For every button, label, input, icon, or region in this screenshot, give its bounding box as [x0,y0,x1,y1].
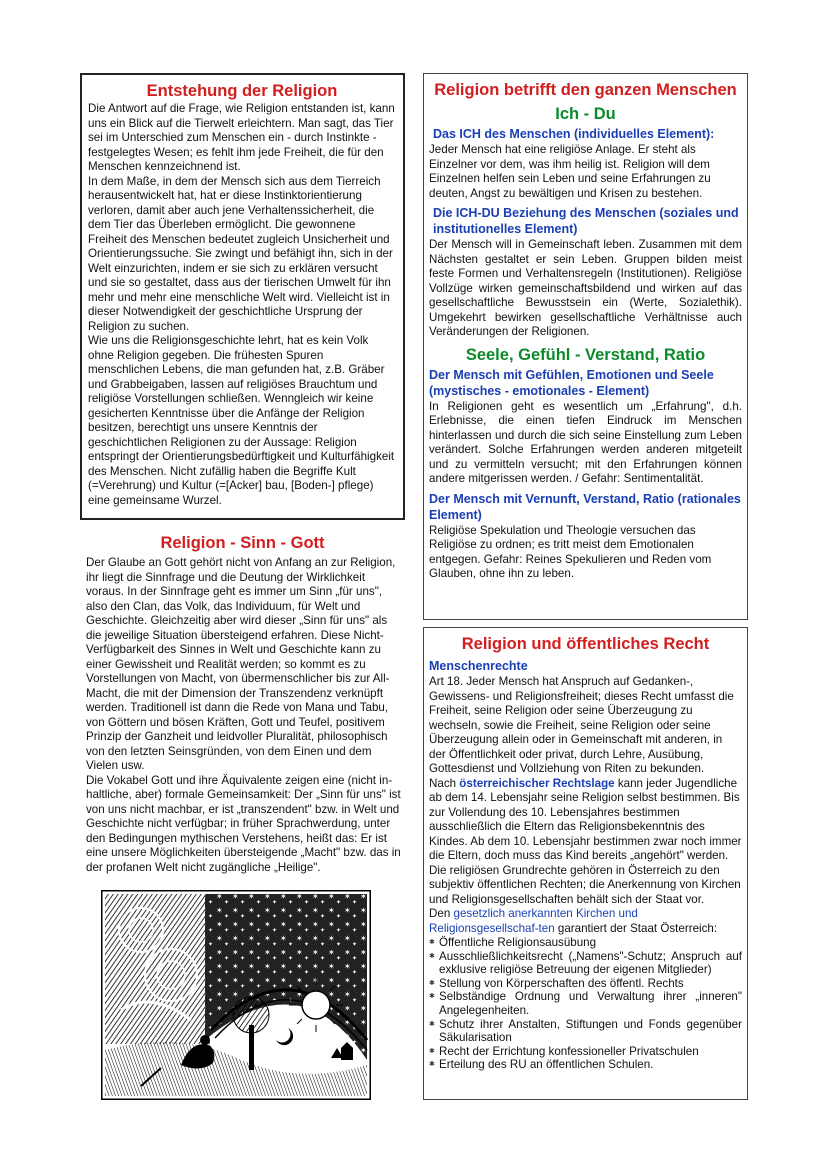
text-gefuehle: In Religionen geht es wesentlich um „Erfahrung", d.h. Erlebnisse, die einen tiefen Eindruck im Menschen hinterlassen und durch die sich seine Einstellung zum Leben verändert. Solche Erfahrungen werden anderen mitgeteilt und zu vermitteln versucht; mit den Erfahrungen können andere mitgerissen werden. / Gefahr: Sentimentalität. [429,399,742,485]
text-religion-sinn-gott [80,556,405,875]
box-ganzer-mensch [423,73,748,620]
list-item: ✱ Ausschließlichkeitsrecht („Namens"-Schutz; Anspruch auf exklusive religiöse Betreuung der eigenen Mitglieder) [429,950,742,977]
text-ich-du: Der Mensch will in Gemeinschaft leben. Zusammen mit dem Nächsten gestaltet er sein Leben. Gruppen bilden meist feste Formen und Verhaltensregeln (Institutionen). Religiöse Vollzüge wirken gemeinschaftsbildend und wirken auf das gesellschaftliche Bewusstsein ein (Werte, Sozialethik). Umgekehrt bewirken gesellschaftliche Verhältnisse auch Veränderungen der Religionen. [429,238,742,338]
section-religion-sinn-gott [80,533,405,875]
text-fragment: Nach [429,776,460,790]
paragraph: Die Vokabel Gott und ihre Äquivalente zeigen eine (nicht in-haltliche, aber) formale Gemeinsamkeit: Der „Sinn für uns" ist von uns nicht machbar, er ist „transzendent" bzw. in Welt und Geschichte nicht verfügbar; in früher Sprachwerdung, unter den Bedingungen mythischen Verstehens, heißt das: Er ist eine unsere Möglichkeiten übersteigende „Macht" bzw. das in der profanen Welt nicht zugängliche „Heilige". [86,773,401,874]
box-oeffentliches-recht [423,627,748,1100]
text-fragment: kann jeder Jugendliche ab dem 14. Lebensjahr seine Religion selbst bestimmen. Bis zur Vollendung des 10. Lebensjahres bestimmen ausschließlich die Eltern das Religionsbekenntnis des Kindes. Ab dem 10. Lebensjahr bestimmen zwar noch immer die Eltern, doch muss das Kind bereits „angehört" werden. [429,776,742,862]
list-item: ✱ Selbständige Ordnung und Verwaltung ihrer „inneren" Angelegenheiten. [429,990,742,1017]
link-anerkannte-kirchen[interactable]: gesetzlich anerkannten Kirchen und Religionsgesellschaf-ten [429,907,638,935]
title-oeffentliches-recht: Religion und öffentliches Recht [461,635,710,653]
paragraph: Die Antwort auf die Frage, wie Religion entstanden ist, kann uns ein Blick auf die Tierwelt erleichtern. Man sagt, das Tier sei im Unterschied zum Menschen ein - durch Instinkte - festgelegtes Wesen; es fehlt ihm jede Freiheit, die für den Menschen kennzeichnend ist. [88,102,395,173]
heading-ich: Das ICH des Menschen (individuelles Element): [433,127,715,141]
heading-gefuehle: Der Mensch mit Gefühlen, Emotionen und Seele (mystisches - emotionales - Element) [429,367,714,398]
link-rechtslage[interactable]: österreichischer Rechtslage [459,776,615,790]
flammarion-engraving [101,890,371,1100]
text-fragment: garantiert der Staat Österreich: [554,921,718,935]
box-entstehung [80,73,405,520]
title-ganzer-mensch: Religion betrifft den ganzen Menschen [434,81,737,99]
paragraph: Wie uns die Religionsgeschichte lehrt, hat es kein Volk ohne Religion gegeben. Die frühesten Spuren menschlichen Lebens, die man gefunden hat, z.B. Gräber und Grabbeigaben, lassen auf religiöses Brauchtum und religiöse Vorstellungen schließen. Wenngleich wir keine gesicherten Kenntnisse über die Anfänge der Religion besitzen, berechtigt uns unsere Kenntnis der geschichtlichen Religionen zu der Aussage: Religion entspringt der Orientierungsbedürftigkeit und Kulturfähigkeit des Menschen. Nicht zufällig haben die Begriffe Kult (=Verehrung) und Kultur (=[Acker] bau, [Boden-] pflege) eine gemeinsame Wurzel. [88,334,395,507]
text-ich: Jeder Mensch hat eine religiöse Anlage. Er steht als Einzelner vor dem, was ihm heilig ist. Religion will dem Einzelnen helfen sein Leben und seine Erfahrungen zu deuten, Angst zu bewältigen und Krisen zu bestehen. [429,143,711,200]
list-item: ✱ Erteilung des RU an öffentlichen Schulen. [429,1058,742,1072]
paragraph: In dem Maße, in dem der Mensch sich aus dem Tierreich herausentwickelt hat, hat er diese Instinktorientierung verloren, damit aber auch jene Verhaltenssicherheit, die dem Tier das Überleben ermöglicht. Die gewonnene Freiheit des Menschen bedeutet zugleich Unsicherheit und Orientierungssuche. Sie zwingt und befähigt ihn, sich in der Welt einzurichten, indem er sie sich zu erklären versucht und sie so gestaltet, dass aus der tierischen Umwelt für ihn mehr und mehr eine menschliche Welt wird. Vielleicht ist in dieser Notwendigkeit der geschichtliche Ursprung der Religion zu suchen. [88,174,393,333]
heading-menschenrechte: Menschenrechte [429,659,528,673]
paragraph: Der Glaube an Gott gehört nicht von Anfang an zur Religion, ihr liegt die Sinnfrage und die Deutung der Wirklichkeit voraus. In der Sinnfrage geht es immer um Sinn „für uns", also den Clan, das Volk, das Individuum, für Welt und Geschichte. Gleichzeitig aber wird dieser „Sinn für uns" als die jeweilige Situation übersteigend erfahren. Diese Nicht-Verfügbarkeit des Sinnes in Welt und Geschichte kann zu einer Gewissheit und Realität werden; so kommt es zu Vorstellungen von Macht, von übermenschlicher bis zur All-Macht, die mit der Dimension der Transzendenz verknüpft werden. Traditionell ist dann die Rede von Mana und Tabu, von Göttern und bösen Kräften, Gott und Teufel, positivem Prinzip der Ganzheit und leidvoller Pluralität, philosophisch von den letzten Seinsgründen, von dem Einen und dem Vielen usw. [86,556,396,772]
subtitle-ich-du: Ich - Du [555,105,616,123]
rights-list [429,936,742,1072]
list-item: ✱ Recht der Errichtung konfessioneller Privatschulen [429,1045,742,1059]
text-anerkannt [429,907,742,936]
list-item: ✱ Stellung von Körperschaften des öffentl. Rechts [429,977,742,991]
heading-vernunft: Der Mensch mit Vernunft, Verstand, Ratio (rationales Element) [429,491,741,522]
text-vernunft: Religiöse Spekulation und Theologie versuchen das Religiöse zu ordnen; es tritt meist dem Emotionalen entgegen. Gefahr: Reines Spekulieren und Reden vom Glauben, ohne ihn zu leben. [429,523,712,580]
text-art18: Art 18. Jeder Mensch hat Anspruch auf Gedanken-, Gewissens- und Religionsfreiheit; dieses Recht umfasst die Freiheit, seine Religion oder seine Überzeugung zu wechseln, sowie die Freiheit, seine Religion oder seine Überzeugung allein oder in Gemeinschaft mit anderen, in der Öffentlichkeit oder privat, durch Lehre, Ausübung, Gottesdienst und Vollziehung von Riten zu bekunden. [429,675,734,775]
text-fragment: Den [429,907,454,920]
text-rechtslage [429,777,742,864]
list-item: ✱ Schutz ihrer Anstalten, Stiftungen und Fonds gegenüber Säkularisation [429,1018,742,1045]
subtitle-seele: Seele, Gefühl - Verstand, Ratio [465,345,706,364]
list-item: ✱ Öffentliche Religionsausübung [429,936,742,950]
text-entstehung [88,102,396,508]
title-entstehung: Entstehung der Religion [146,82,338,100]
text-grundrechte: Die religiösen Grundrechte gehören in Österreich zu den subjektiv öffentlichen Rechten; die Anerkennung von Kirchen und Religionsgesellschaften behält sich der Staat vor. [429,863,741,906]
engraving-svg [101,890,371,1100]
heading-ich-du: Die ICH-DU Beziehung des Menschen (soziales und institutionelles Element) [433,206,739,236]
title-religion-sinn-gott: Religion - Sinn - Gott [160,534,325,552]
